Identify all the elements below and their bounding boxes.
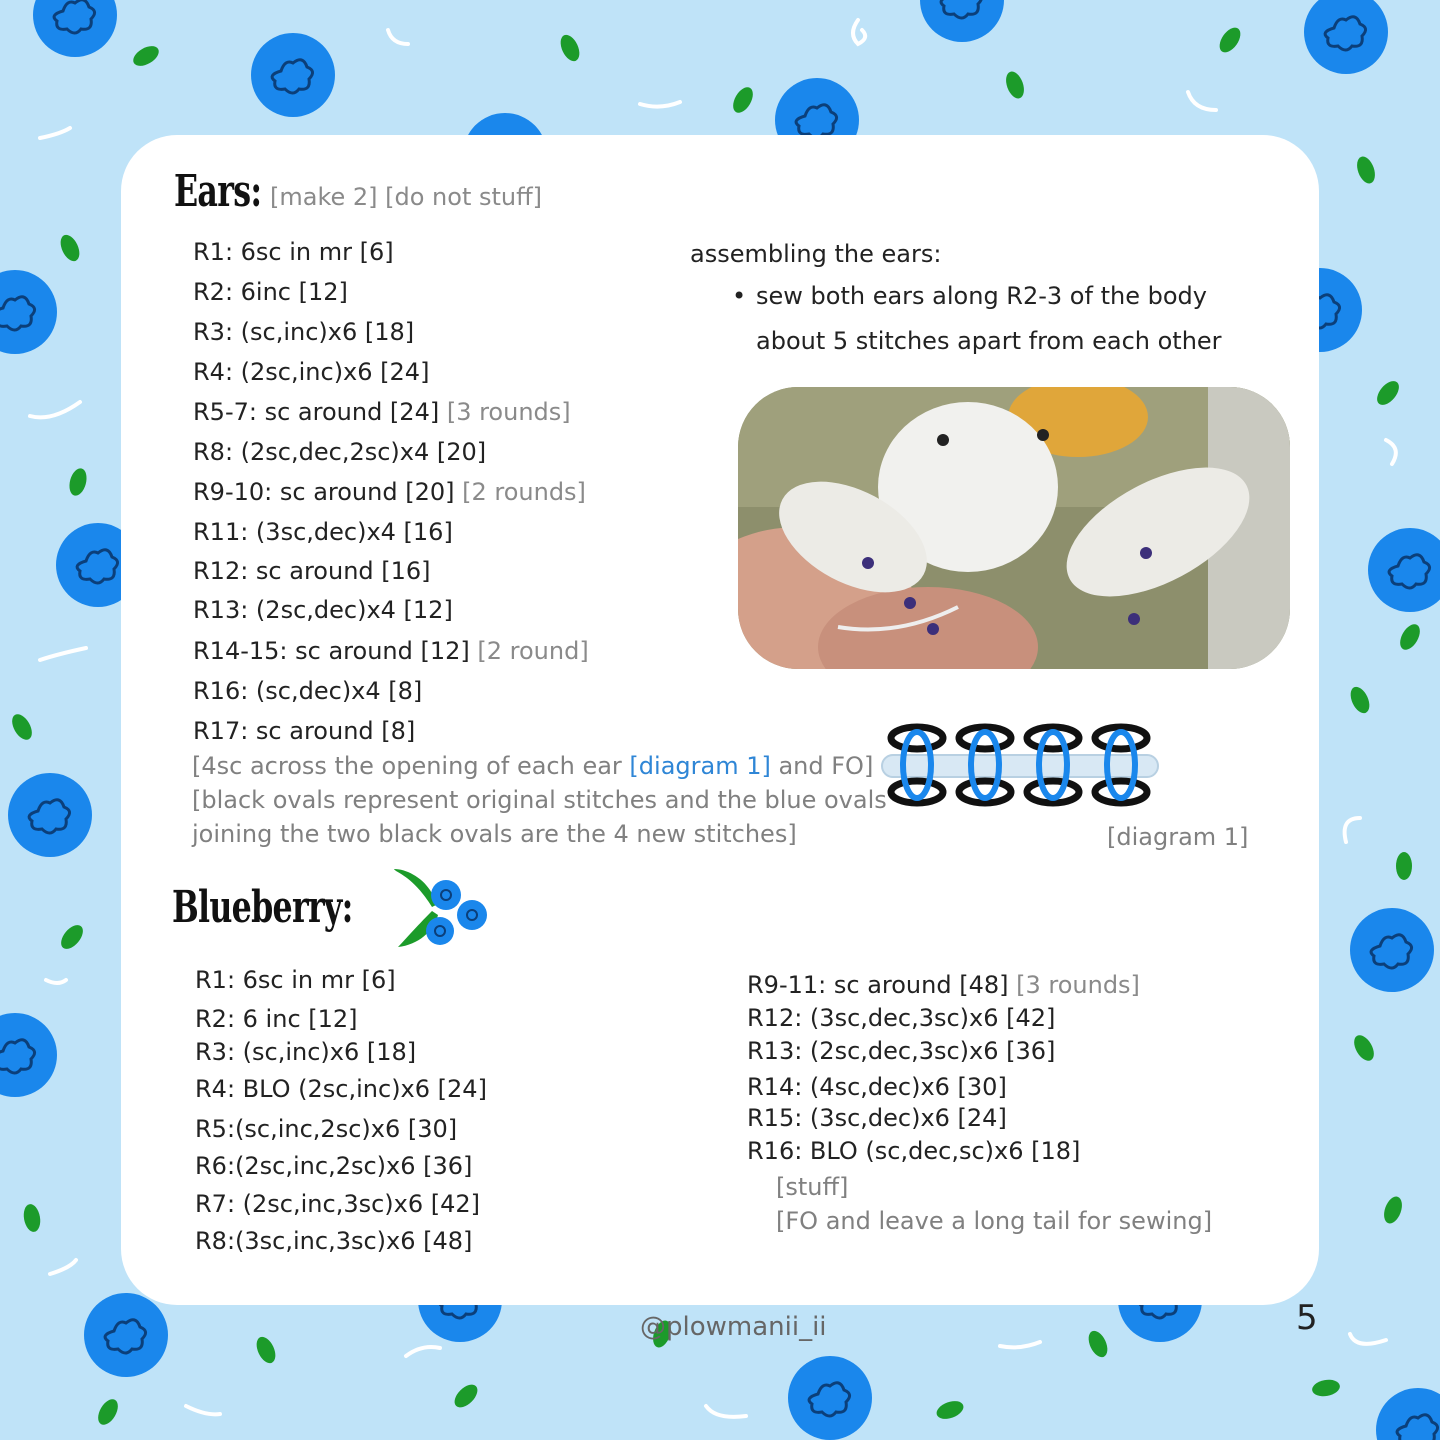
ears-title: Ears: (174, 166, 262, 217)
blueberry-title: Blueberry: (172, 882, 353, 933)
blueberry-row-text: R12: (3sc,dec,3sc)x6 [42] (747, 1004, 1056, 1032)
ears-row (193, 237, 394, 267)
ears-row-text: R8: (2sc,dec,2sc)x4 [20] (193, 438, 487, 466)
ears-finish-line-3: joining the two black ovals are the 4 new stitches] (192, 820, 797, 848)
ears-row-text: R13: (2sc,dec)x4 [12] (193, 596, 453, 624)
stuff-note: [stuff] (776, 1173, 849, 1201)
blueberry-icon (392, 865, 492, 951)
ears-row (193, 317, 414, 347)
blueberry-row (747, 1103, 1007, 1133)
ears-row-text: R4: (2sc,inc)x6 [24] (193, 358, 430, 386)
blueberry-row: R8:(3sc,inc,3sc)x6 [48] (195, 1227, 473, 1255)
author-handle: @plowmanii_ii (640, 1312, 827, 1342)
ears-subtitle: [make 2] [do not stuff] (270, 183, 543, 211)
blueberry-row-text: R15: (3sc,dec)x6 [24] (747, 1104, 1007, 1132)
diagram-1-reference: [diagram 1] (629, 752, 771, 780)
blueberry-row: R6:(2sc,inc,2sc)x6 [36] (195, 1152, 473, 1180)
ears-finish-line-1: [4sc across the opening of each ear [diagram 1] and FO] (192, 752, 874, 780)
blueberry-row: R4: BLO (2sc,inc)x6 [24] (195, 1075, 487, 1103)
ears-row-text: R17: sc around [8] (193, 717, 416, 745)
page-number: 5 (1296, 1298, 1318, 1338)
ears-row (193, 517, 453, 547)
blueberry-row (747, 1003, 1055, 1033)
ears-row (193, 636, 589, 666)
ears-row-text: R12: sc around [16] (193, 557, 431, 585)
blueberry-row-text: R16: BLO (sc,dec,sc)x6 [18] (747, 1137, 1081, 1165)
blueberry-row-note: [3 rounds] (1016, 971, 1140, 999)
blueberry-row: R2: 6 inc [12] (195, 1005, 358, 1033)
ears-row-text: R11: (3sc,dec)x4 [16] (193, 518, 453, 546)
ears-row-text: R3: (sc,inc)x6 [18] (193, 318, 415, 346)
blueberry-row (747, 1136, 1080, 1166)
ears-row-note: [2 rounds] (462, 478, 586, 506)
assembly-line-2: about 5 stitches apart from each other (756, 327, 1222, 355)
ears-assembly-photo (738, 387, 1290, 669)
blueberry-row-text: R13: (2sc,dec,3sc)x6 [36] (747, 1037, 1056, 1065)
assembly-title: assembling the ears: (690, 240, 942, 268)
ears-row-note: [3 rounds] (446, 398, 571, 426)
ears-row (193, 716, 415, 746)
ears-row-text: R5-7: sc around [24] (193, 398, 447, 426)
ears-row-text: R9-10: sc around [20] (193, 478, 463, 506)
ears-row-text: R16: (sc,dec)x4 [8] (193, 677, 423, 705)
blueberry-row: R7: (2sc,inc,3sc)x6 [42] (195, 1190, 481, 1218)
ears-row (193, 595, 453, 625)
blueberry-row: R1: 6sc in mr [6] (195, 966, 396, 994)
blueberry-row-text: R9-11: sc around [48] (747, 971, 1017, 999)
ears-row-text: R1: 6sc in mr [6] (193, 238, 394, 266)
diagram-1-caption: [diagram 1] (1107, 823, 1249, 851)
ears-row (193, 477, 586, 507)
blueberry-row (747, 970, 1140, 1000)
ears-row (193, 357, 429, 387)
assembly-line-1: sew both ears along R2-3 of the body (756, 282, 1207, 310)
ears-row (193, 437, 486, 467)
ears-row (193, 397, 571, 427)
ears-row (193, 556, 431, 586)
blueberry-row: R5:(sc,inc,2sc)x6 [30] (195, 1115, 458, 1143)
ears-row-text: R2: 6inc [12] (193, 278, 348, 306)
blueberry-row (747, 1036, 1055, 1066)
diagram-yarn-strip (882, 755, 1158, 777)
ears-row (193, 277, 348, 307)
blueberry-row (747, 1072, 1007, 1102)
blueberry-row: R3: (sc,inc)x6 [18] (195, 1038, 417, 1066)
diagram-1 (880, 722, 1170, 808)
blueberry-row-text: R14: (4sc,dec)x6 [30] (747, 1073, 1007, 1101)
ears-row-note: [2 round] (477, 637, 589, 665)
ears-finish-line-2: [black ovals represent original stitches and the blue ovals (192, 786, 887, 814)
bullet-icon: • (732, 282, 747, 310)
ears-row-text: R14-15: sc around [12] (193, 637, 478, 665)
fo-note: [FO and leave a long tail for sewing] (776, 1207, 1213, 1235)
ears-row (193, 676, 422, 706)
